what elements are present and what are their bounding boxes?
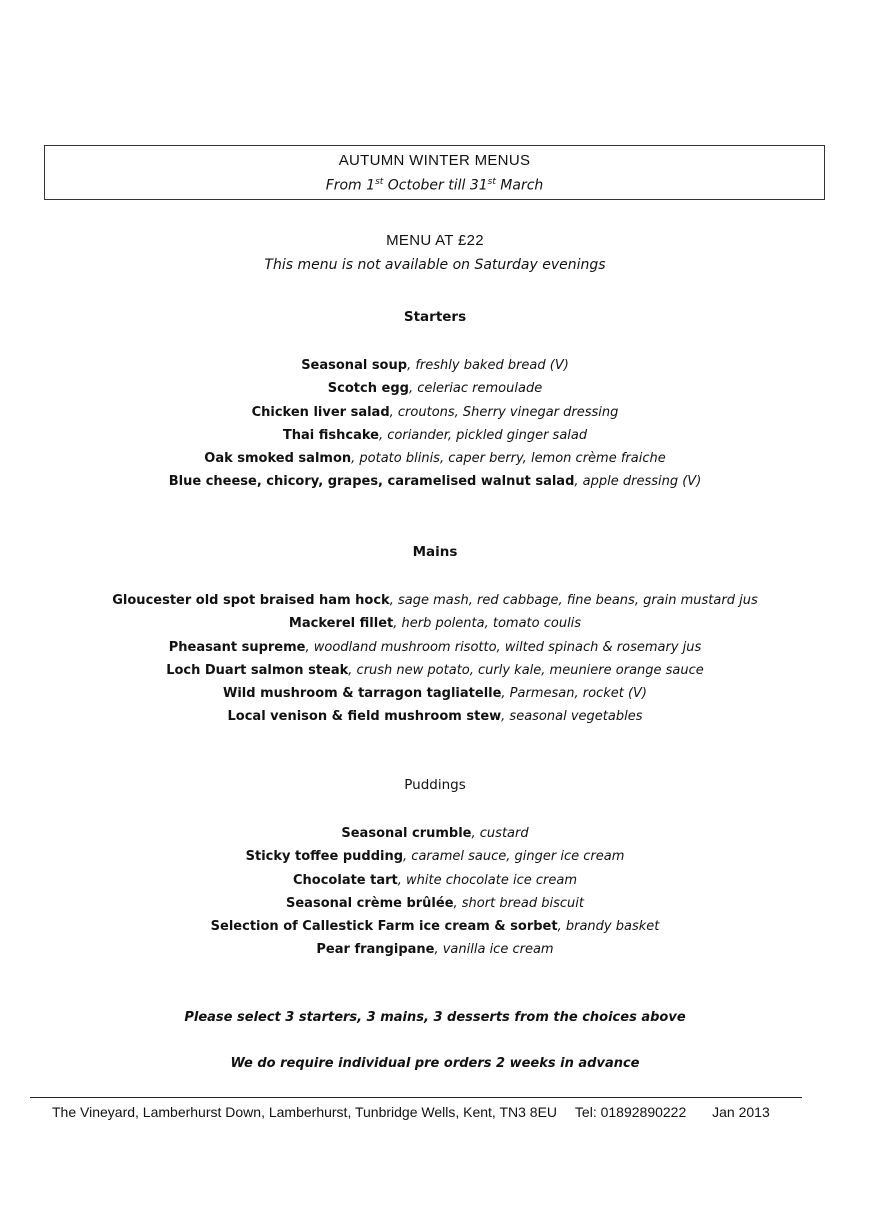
list-item: Local venison & field mushroom stew, seasonal vegetables — [227, 709, 643, 725]
preorder-note: We do require individual pre orders 2 weeks in advance — [230, 1056, 640, 1071]
list-item: Mackerel fillet, herb polenta, tomato coulis — [288, 616, 582, 632]
footer-date: Jan 2013 — [712, 1104, 770, 1120]
list-item: Seasonal crème brûlée, short bread biscuit — [286, 895, 584, 911]
menu-title: AUTUMN WINTER MENUS — [338, 152, 531, 169]
list-item: Pear frangipane, vanilla ice cream — [316, 942, 554, 958]
puddings-list — [0, 822, 870, 962]
list-item: Seasonal crumble, custard — [341, 826, 529, 841]
list-item: Selection of Callestick Farm ice cream & sorbet, brandy basket — [210, 919, 660, 935]
menu-price-title: MENU AT £22 — [386, 232, 484, 249]
list-item: Gloucester old spot braised ham hock, sage mash, red cabbage, fine beans, grain mustard jus — [112, 593, 758, 608]
list-item: Sticky toffee pudding, caramel sauce, ginger ice cream — [245, 849, 625, 865]
menu-availability-note: This menu is not available on Saturday evenings — [264, 257, 606, 273]
menu-dates: From 1st October till 31st March — [325, 177, 544, 194]
list-item: Blue cheese, chicory, grapes, caramelised walnut salad, apple dressing (V) — [168, 474, 702, 490]
list-item: Scotch egg, celeriac remoulade — [327, 381, 543, 397]
mains-list — [0, 589, 870, 729]
list-item: Chocolate tart, white chocolate ice cream — [293, 872, 577, 888]
footer-divider — [30, 1097, 802, 1098]
puddings-heading: Puddings — [404, 777, 466, 793]
selection-note: Please select 3 starters, 3 mains, 3 desserts from the choices above — [184, 1010, 686, 1025]
mains-heading: Mains — [412, 544, 458, 560]
list-item: Oak smoked salmon, potato blinis, caper berry, lemon crème fraiche — [204, 451, 666, 467]
menu-title-box — [44, 145, 825, 200]
list-item: Thai fishcake, coriander, pickled ginger salad — [282, 427, 588, 443]
footer-telephone: Tel: 01892890222 — [574, 1104, 687, 1120]
list-item: Pheasant supreme, woodland mushroom risotto, wilted spinach & rosemary jus — [168, 639, 702, 655]
starters-heading: Starters — [403, 309, 467, 325]
footer — [52, 1104, 770, 1120]
list-item: Chicken liver salad, croutons, Sherry vinegar dressing — [251, 404, 619, 420]
footer-address: The Vineyard, Lamberhurst Down, Lamberhurst, Tunbridge Wells, Kent, TN3 8EU — [52, 1104, 558, 1120]
list-item: Seasonal soup, freshly baked bread (V) — [301, 358, 569, 373]
list-item: Loch Duart salmon steak, crush new potato, curly kale, meuniere orange sauce — [166, 662, 704, 678]
list-item: Wild mushroom & tarragon tagliatelle, Parmesan, rocket (V) — [223, 686, 647, 702]
starters-list — [0, 354, 870, 494]
